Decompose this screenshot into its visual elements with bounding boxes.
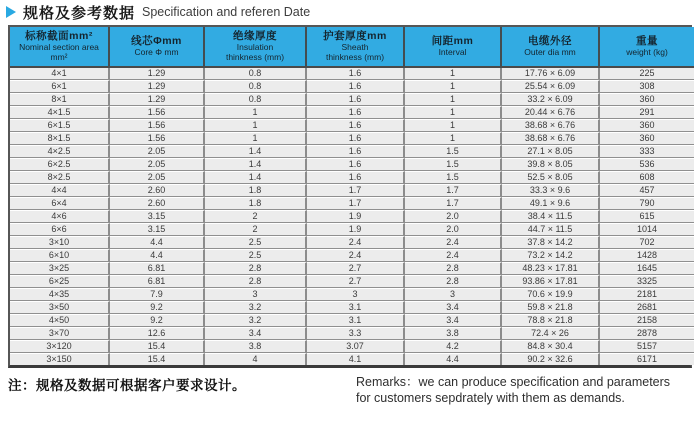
- table-cell: 4×1.5: [10, 106, 110, 119]
- table-row: [10, 184, 694, 197]
- remarks-line-2: for customers sepdrately with them as demands.: [356, 391, 625, 405]
- table-cell: 4×2.5: [10, 145, 110, 158]
- table-cell: 3.15: [110, 223, 205, 236]
- table-cell: 1.7: [405, 184, 502, 197]
- table-cell: 33.2 × 6.09: [502, 93, 600, 106]
- header-zh: 线芯Φmm: [131, 35, 182, 47]
- table-row: [10, 262, 694, 275]
- remarks-line-1: Remarks：we can produce specification and parameters: [356, 375, 671, 389]
- header-zh: 重量: [636, 35, 658, 47]
- table-cell: 3.2: [205, 314, 307, 327]
- table-cell: 3.4: [405, 301, 502, 314]
- table-cell: 6.81: [110, 262, 205, 275]
- table-cell: 7.9: [110, 288, 205, 301]
- table-cell: 1.29: [110, 80, 205, 93]
- table-cell: 2.4: [405, 236, 502, 249]
- table-cell: 1: [405, 68, 502, 80]
- table-row: [10, 197, 694, 210]
- table-cell: 1.5: [405, 145, 502, 158]
- table-cell: 27.1 × 8.05: [502, 145, 600, 158]
- table-cell: 38.4 × 11.5: [502, 210, 600, 223]
- spec-table-frame: [8, 25, 692, 368]
- header-en: Insulation: [236, 42, 274, 52]
- table-cell: 2.4: [307, 249, 405, 262]
- table-cell: 8×1: [10, 93, 110, 106]
- header-en: weight (kg): [626, 47, 668, 57]
- table-row: [10, 171, 694, 184]
- spec-table: [10, 27, 694, 365]
- table-cell: 3×25: [10, 262, 110, 275]
- table-cell: 37.8 × 14.2: [502, 236, 600, 249]
- table-cell: 1.8: [205, 184, 307, 197]
- table-cell: 3×10: [10, 236, 110, 249]
- table-cell: 457: [600, 184, 694, 197]
- table-cell: 1.56: [110, 106, 205, 119]
- table-cell: 360: [600, 119, 694, 132]
- table-cell: 1.6: [307, 158, 405, 171]
- table-cell: 1.9: [307, 223, 405, 236]
- table-cell: 17.76 × 6.09: [502, 68, 600, 80]
- table-cell: 9.2: [110, 301, 205, 314]
- table-cell: 2158: [600, 314, 694, 327]
- header-zh: 绝缘厚度: [233, 30, 277, 42]
- table-cell: 1.29: [110, 93, 205, 106]
- table-cell: 1.5: [405, 158, 502, 171]
- header-en2: thinkness (mm): [325, 52, 385, 62]
- table-cell: 1.56: [110, 132, 205, 145]
- table-cell: 2.8: [205, 275, 307, 288]
- table-cell: 2681: [600, 301, 694, 314]
- table-cell: 2.7: [307, 262, 405, 275]
- table-cell: 2.60: [110, 184, 205, 197]
- table-cell: 9.2: [110, 314, 205, 327]
- table-cell: 3.4: [205, 327, 307, 340]
- table-cell: 2: [205, 223, 307, 236]
- header-row: [10, 27, 694, 68]
- table-cell: 6171: [600, 353, 694, 365]
- table-cell: 536: [600, 158, 694, 171]
- table-cell: 1.4: [205, 171, 307, 184]
- table-cell: 6×25: [10, 275, 110, 288]
- header-cell-section: [10, 27, 110, 68]
- table-cell: 615: [600, 210, 694, 223]
- header-cell-insulation: [205, 27, 307, 68]
- header-cell-sheath: [307, 27, 405, 68]
- table-cell: 12.6: [110, 327, 205, 340]
- table-row: [10, 288, 694, 301]
- header-cell-outer-dia: [502, 27, 600, 68]
- table-cell: 3×150: [10, 353, 110, 365]
- table-cell: 4×35: [10, 288, 110, 301]
- table-cell: 52.5 × 8.05: [502, 171, 600, 184]
- table-row: [10, 275, 694, 288]
- table-row: [10, 327, 694, 340]
- table-cell: 0.8: [205, 68, 307, 80]
- table-cell: 2.8: [405, 262, 502, 275]
- header-zh: 间距mm: [431, 35, 474, 47]
- table-cell: 4.4: [405, 353, 502, 365]
- table-cell: 2.05: [110, 171, 205, 184]
- table-cell: 308: [600, 80, 694, 93]
- table-cell: 4.1: [307, 353, 405, 365]
- table-cell: 3.07: [307, 340, 405, 353]
- table-cell: 1.6: [307, 80, 405, 93]
- table-cell: 1: [405, 132, 502, 145]
- table-cell: 702: [600, 236, 694, 249]
- header-en: Core Φ mm: [134, 47, 179, 57]
- table-cell: 225: [600, 68, 694, 80]
- table-cell: 1.4: [205, 158, 307, 171]
- table-cell: 1.6: [307, 132, 405, 145]
- table-cell: 1.56: [110, 119, 205, 132]
- table-cell: 3×50: [10, 301, 110, 314]
- header-en: Interval: [438, 47, 467, 57]
- page-title-en: Specification and referen Date: [142, 5, 311, 19]
- table-cell: 1: [405, 119, 502, 132]
- header-en2: thinkness (mm): [225, 52, 285, 62]
- table-cell: 608: [600, 171, 694, 184]
- table-cell: 5157: [600, 340, 694, 353]
- table-cell: 2.7: [307, 275, 405, 288]
- table-cell: 6×6: [10, 223, 110, 236]
- table-cell: 3: [405, 288, 502, 301]
- header-zh: 护套厚度mm: [323, 30, 387, 42]
- table-row: [10, 249, 694, 262]
- table-cell: 1: [405, 93, 502, 106]
- table-cell: 20.44 × 6.76: [502, 106, 600, 119]
- table-cell: 4.2: [405, 340, 502, 353]
- table-cell: 2.4: [405, 249, 502, 262]
- table-cell: 4×50: [10, 314, 110, 327]
- table-row: [10, 236, 694, 249]
- table-cell: 1: [205, 106, 307, 119]
- table-row: [10, 314, 694, 327]
- table-cell: 38.68 × 6.76: [502, 132, 600, 145]
- header-zh: 标称截面mm²: [25, 30, 93, 42]
- table-cell: 4.4: [110, 249, 205, 262]
- table-cell: 3.15: [110, 210, 205, 223]
- header-en: Sheath: [341, 42, 369, 52]
- table-cell: 39.8 × 8.05: [502, 158, 600, 171]
- table-cell: 291: [600, 106, 694, 119]
- table-cell: 1014: [600, 223, 694, 236]
- table-cell: 84.8 × 30.4: [502, 340, 600, 353]
- table-cell: 3.4: [405, 314, 502, 327]
- table-cell: 25.54 × 6.09: [502, 80, 600, 93]
- table-cell: 4: [205, 353, 307, 365]
- page-title-zh: 规格及参考数据: [23, 4, 136, 22]
- table-row: [10, 93, 694, 106]
- table-cell: 6×1: [10, 80, 110, 93]
- footer: [8, 374, 692, 406]
- table-cell: 3: [307, 288, 405, 301]
- table-cell: 6×1.5: [10, 119, 110, 132]
- header-cell-core: [110, 27, 205, 68]
- table-cell: 1.9: [307, 210, 405, 223]
- table-cell: 333: [600, 145, 694, 158]
- table-row: [10, 210, 694, 223]
- table-cell: 8×1.5: [10, 132, 110, 145]
- table-cell: 2.60: [110, 197, 205, 210]
- table-cell: 38.68 × 6.76: [502, 119, 600, 132]
- table-cell: 360: [600, 93, 694, 106]
- table-cell: 1645: [600, 262, 694, 275]
- table-cell: 3.1: [307, 301, 405, 314]
- page-title: [0, 0, 700, 24]
- triangle-bullet-icon: [6, 6, 16, 18]
- table-row: [10, 106, 694, 119]
- table-cell: 3×120: [10, 340, 110, 353]
- table-cell: 2.5: [205, 249, 307, 262]
- table-cell: 3.8: [205, 340, 307, 353]
- table-cell: 1.7: [307, 197, 405, 210]
- table-row: [10, 132, 694, 145]
- table-row: [10, 119, 694, 132]
- table-cell: 59.8 × 21.8: [502, 301, 600, 314]
- table-cell: 1.7: [307, 184, 405, 197]
- table-cell: 1.6: [307, 171, 405, 184]
- table-cell: 90.2 × 32.6: [502, 353, 600, 365]
- table-cell: 3.8: [405, 327, 502, 340]
- table-cell: 4×4: [10, 184, 110, 197]
- table-cell: 1.8: [205, 197, 307, 210]
- table-cell: 15.4: [110, 340, 205, 353]
- table-cell: 3325: [600, 275, 694, 288]
- table-cell: 93.86 × 17.81: [502, 275, 600, 288]
- table-cell: 4×6: [10, 210, 110, 223]
- spec-table-body: [10, 68, 694, 365]
- table-cell: 2878: [600, 327, 694, 340]
- table-cell: 1.6: [307, 93, 405, 106]
- table-cell: 790: [600, 197, 694, 210]
- table-cell: 0.8: [205, 80, 307, 93]
- table-cell: 6×10: [10, 249, 110, 262]
- table-cell: 3.3: [307, 327, 405, 340]
- table-cell: 1.6: [307, 119, 405, 132]
- table-cell: 6×2.5: [10, 158, 110, 171]
- table-cell: 3: [205, 288, 307, 301]
- table-cell: 1: [405, 80, 502, 93]
- table-cell: 33.3 × 9.6: [502, 184, 600, 197]
- table-cell: 2.5: [205, 236, 307, 249]
- header-en: Nominal section area mm²: [19, 42, 99, 62]
- table-cell: 72.4 × 26: [502, 327, 600, 340]
- header-zh: 电缆外径: [528, 35, 572, 47]
- table-cell: 1.6: [307, 106, 405, 119]
- table-cell: 2.4: [307, 236, 405, 249]
- table-cell: 70.6 × 19.9: [502, 288, 600, 301]
- table-cell: 1.6: [307, 68, 405, 80]
- table-cell: 1.4: [205, 145, 307, 158]
- table-cell: 2.05: [110, 158, 205, 171]
- table-cell: 3.1: [307, 314, 405, 327]
- table-cell: 2.0: [405, 210, 502, 223]
- table-cell: 8×2.5: [10, 171, 110, 184]
- table-row: [10, 223, 694, 236]
- table-cell: 3.2: [205, 301, 307, 314]
- footer-remarks: [356, 374, 692, 406]
- table-cell: 1.6: [307, 145, 405, 158]
- header-en: Outer dia mm: [524, 47, 576, 57]
- footer-note-zh: 注：规格及数据可根据客户要求设计。: [8, 378, 246, 393]
- header-cell-weight: [600, 27, 694, 68]
- table-cell: 73.2 × 14.2: [502, 249, 600, 262]
- table-cell: 6.81: [110, 275, 205, 288]
- table-cell: 2181: [600, 288, 694, 301]
- table-cell: 4.4: [110, 236, 205, 249]
- table-cell: 1: [205, 132, 307, 145]
- table-row: [10, 80, 694, 93]
- table-cell: 2.05: [110, 145, 205, 158]
- table-row: [10, 145, 694, 158]
- table-row: [10, 301, 694, 314]
- table-cell: 2: [205, 210, 307, 223]
- header-cell-interval: [405, 27, 502, 68]
- table-cell: 48.23 × 17.81: [502, 262, 600, 275]
- table-cell: 49.1 × 9.6: [502, 197, 600, 210]
- table-cell: 2.8: [205, 262, 307, 275]
- table-cell: 0.8: [205, 93, 307, 106]
- table-cell: 1.7: [405, 197, 502, 210]
- table-cell: 78.8 × 21.8: [502, 314, 600, 327]
- table-cell: 1: [205, 119, 307, 132]
- table-cell: 360: [600, 132, 694, 145]
- table-cell: 1.29: [110, 68, 205, 80]
- table-cell: 15.4: [110, 353, 205, 365]
- table-cell: 4×1: [10, 68, 110, 80]
- table-cell: 2.8: [405, 275, 502, 288]
- table-cell: 1: [405, 106, 502, 119]
- table-cell: 1428: [600, 249, 694, 262]
- table-row: [10, 353, 694, 365]
- table-cell: 6×4: [10, 197, 110, 210]
- table-row: [10, 158, 694, 171]
- table-cell: 3×70: [10, 327, 110, 340]
- table-cell: 1.5: [405, 171, 502, 184]
- table-row: [10, 68, 694, 80]
- table-row: [10, 340, 694, 353]
- table-cell: 44.7 × 11.5: [502, 223, 600, 236]
- table-cell: 2.0: [405, 223, 502, 236]
